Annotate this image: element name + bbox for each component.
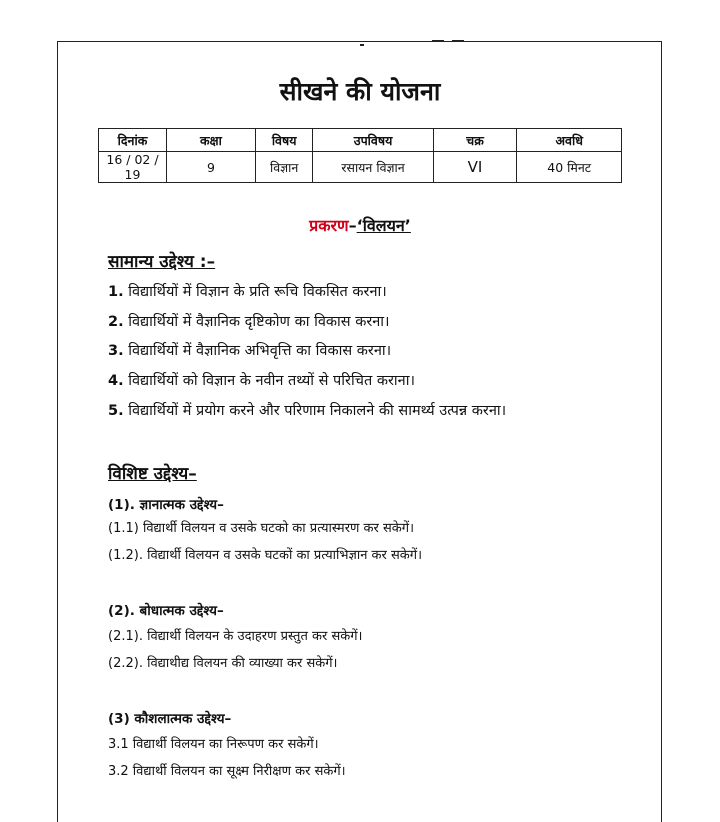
list-item: [108, 337, 668, 367]
scan-mark: [432, 40, 444, 42]
comprehension-objectives-heading: (2). बोधात्मक उद्देश्य–: [108, 603, 224, 619]
scan-mark: [452, 40, 464, 42]
cell-cycle: VI: [433, 152, 517, 183]
cell-subject: विज्ञान: [255, 152, 313, 183]
table-row: [99, 152, 622, 183]
list-item: [108, 308, 668, 338]
item-number: 4.: [108, 373, 124, 390]
cell-class: 9: [166, 152, 255, 183]
list-item: 3.1 विद्यार्थी विलयन का निरूपण कर सकेगें।: [108, 737, 319, 752]
general-objectives-list: [108, 278, 668, 426]
list-item: [108, 367, 668, 397]
skill-objectives-heading: (3) कौशलात्मक उद्देश्य–: [108, 711, 232, 727]
general-objectives-heading: सामान्य उद्देश्य :–: [108, 252, 216, 272]
item-text: विद्यार्थियों को विज्ञान के नवीन तथ्यों से परिचित कराना।: [128, 373, 415, 390]
topic-dash: –: [348, 216, 357, 235]
list-item: [108, 278, 668, 308]
topic-line: [0, 214, 720, 236]
item-text: विद्यार्थियों में विज्ञान के प्रति रूचि विकसित करना।: [128, 284, 387, 300]
header-duration: अवधि: [517, 129, 622, 152]
item-number: 1.: [108, 284, 124, 300]
cell-date: 16 / 02 / 19: [99, 152, 167, 183]
list-item: (1.1) विद्यार्थी विलयन व उसके घटको का प्रत्यास्मरण कर सकेगें।: [108, 521, 414, 536]
header-subject: विषय: [255, 129, 313, 152]
header-date: दिनांक: [99, 129, 167, 152]
specific-objectives-heading: विशिष्ट उद्देश्य–: [108, 464, 197, 484]
cognitive-objectives-heading: (1). ज्ञानात्मक उद्देश्य–: [108, 497, 224, 513]
page-title: सीखने की योजना: [279, 77, 441, 106]
topic-value: ‘विलयन’: [356, 216, 411, 235]
lesson-info-table: [98, 128, 622, 183]
list-item: [108, 397, 668, 427]
item-text: विद्यार्थियों में वैज्ञानिक अभिवृत्ति का विकास करना।: [128, 343, 392, 360]
item-number: 3.: [108, 343, 124, 360]
item-text: विद्यार्थियों में प्रयोग करने और परिणाम निकालने की सामर्थ्य उत्पन्न करना।: [128, 402, 507, 419]
cognitive-objectives-list: [108, 515, 422, 569]
table-header-row: [99, 129, 622, 152]
scan-mark: [360, 44, 364, 46]
header-class: कक्षा: [166, 129, 255, 152]
header-subtopic: उपविषय: [313, 129, 433, 152]
list-item: (2.1). विद्यार्थी विलयन के उदाहरण प्रस्तुत कर सकेगें।: [108, 629, 363, 644]
list-item: (1.2). विद्यार्थी विलयन व उसके घटकों का प्रत्याभिज्ञान कर सकेगें।: [108, 548, 423, 563]
item-number: 5.: [108, 402, 124, 419]
item-number: 2.: [108, 313, 124, 330]
list-item: 3.2 विद्यार्थी विलयन का सूक्ष्म निरीक्षण कर सकेगें।: [108, 764, 346, 779]
item-text: विद्यार्थियों में वैज्ञानिक दृष्टिकोण का विकास करना।: [128, 313, 390, 330]
skill-objectives-list: [108, 731, 346, 785]
cell-duration: 40 मिनट: [517, 152, 622, 183]
header-cycle: चक्र: [433, 129, 517, 152]
cell-subtopic: रसायन विज्ञान: [313, 152, 433, 183]
comprehension-objectives-list: [108, 623, 362, 677]
list-item: (2.2). विद्याथीद्य विलयन की व्याख्या कर सकेगें।: [108, 656, 338, 671]
topic-label: प्रकरण: [309, 216, 349, 235]
